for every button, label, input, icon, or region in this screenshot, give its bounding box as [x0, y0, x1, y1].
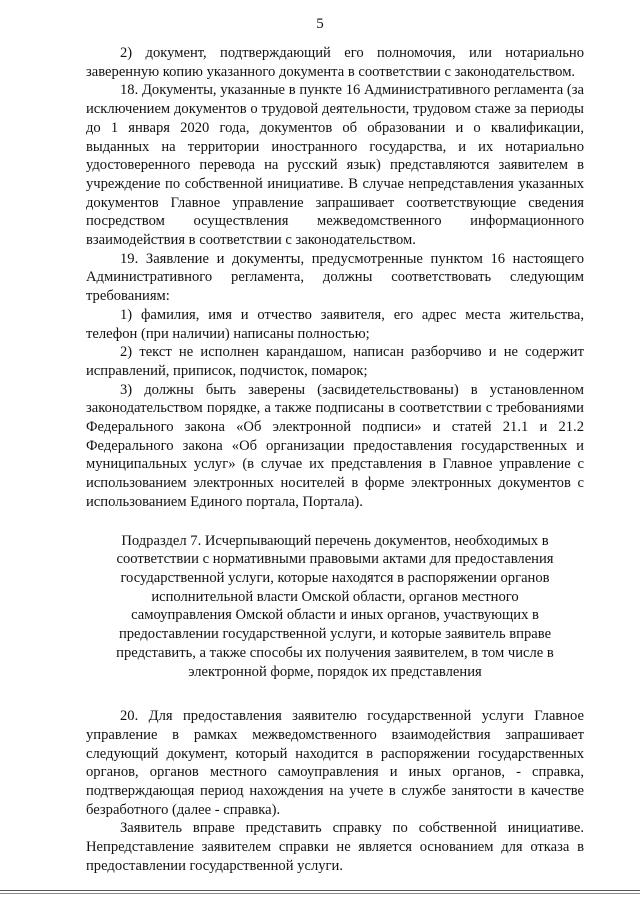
paragraph-applicant-right: Заявитель вправе представить справку по собственной инициативе. Непредставление заявителем справки не является основанием для отказа в предоставлении государственной услуги.: [86, 820, 584, 874]
paragraph-19: 19. Заявление и документы, предусмотренные пунктом 16 настоящего Административного регламента, должны соответствовать следующим требованиям:: [86, 250, 584, 305]
paragraph-item-2-authority-document: 2) документ, подтверждающий его полномочия, или нотариально заверенную копию указанного документа в соответствии с законодательством.: [86, 45, 584, 80]
requirement-2: 2) текст не исполнен карандашом, написан разборчиво и не содержит исправлений, приписок, подчисток, помарок;: [86, 344, 584, 379]
subsection-7-heading: Подраздел 7. Исчерпывающий перечень документов, необходимых в соответствии с нормативными правовыми актами для предоставления государственной услуги, которые находятся в распоряжении органов исполнительной власти Омской области, органов местного самоуправления Омской области и иных органов, участвующих в предоставлении государственной услуги, и которые заявитель вправе представить, а также способы их получения заявителем, в том числе в электронной форме, порядок их представления: [116, 532, 554, 680]
requirement-3: 3) должны быть заверены (засвидетельствованы) в установленном законодательством порядке, а также подписаны в соответствии с требованиями Федерального закона «Об электронной подписи» и статей 21.1 и 21.2 Федерального закона «Об организации предоставления государственных и муниципальных услуг» (в случае их представления в Главное управление с использованием электронных носителей в форме электронных документов с использованием Единого портала, Портала).: [86, 381, 584, 510]
document-body: [86, 44, 584, 876]
paragraph-20: 20. Для предоставления заявителю государственной услуги Главное управление в рамках межведомственного взаимодействия запрашивает следующий документ, который находится в распоряжении государственных органов, органов местного самоуправления и иных органов, - справка, подтверждающая период нахождения на учете в службе занятости в качестве безработного (далее - справка).: [86, 708, 584, 818]
requirement-1: 1) фамилия, имя и отчество заявителя, его адрес места жительства, телефон (при наличии) написаны полностью;: [86, 306, 584, 342]
paragraph-18: 18. Документы, указанные в пункте 16 Административного регламента (за исключением документов о трудовой деятельности, трудовом стаже за периоды до 1 января 2020 года, документов об образовании и о квалификации, выданных на территории иностранного государства, и их нотариально удостоверенного перевода на русский язык) представляются заявителем в учреждение по собственной инициативе. В случае непредставления указанных документов Главное управление запрашивает соответствующие сведения посредством осуществления межведомственного информационного взаимодействия в соответствии с законодательством.: [86, 82, 584, 249]
footer-rule-secondary: [0, 893, 640, 894]
page-number: 5: [316, 16, 324, 32]
footer-rule: [0, 890, 640, 891]
